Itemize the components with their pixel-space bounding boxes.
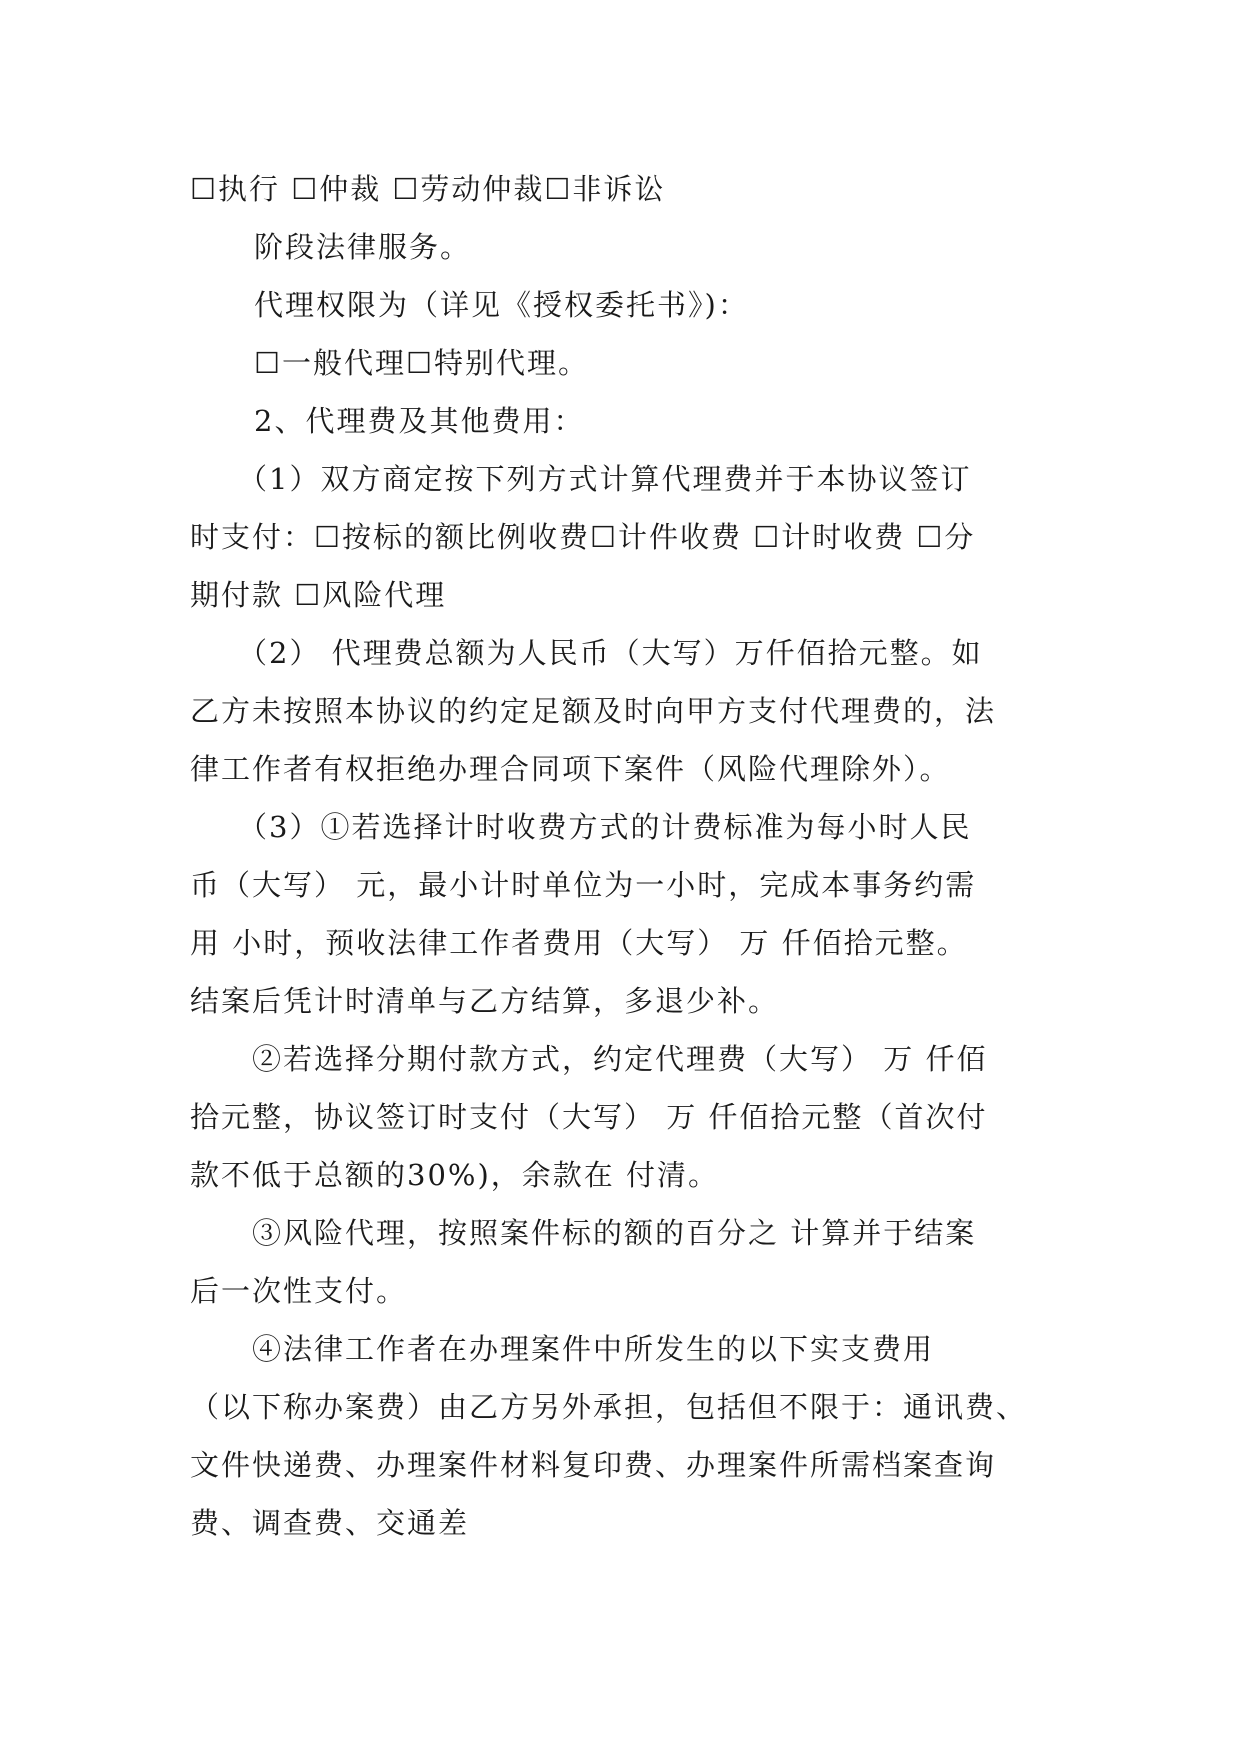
document-line: （以下称办案费）由乙方另外承担，包括但不限于：通讯费、 (190, 1390, 1028, 1424)
document-line: 款不低于总额的30%)，余款在 付清。 (190, 1158, 719, 1192)
document-line: 代理权限为（详见《授权委托书》)： (254, 288, 749, 322)
document-line: 文件快递费、办理案件材料复印费、办理案件所需档案查询 (190, 1448, 997, 1482)
document-line: 后一次性支付。 (190, 1274, 408, 1308)
document-line: （1）双方商定按下列方式计算代理费并于本协议签订 (238, 462, 972, 496)
document-line: 时支付：☐按标的额比例收费☐计件收费 ☐计时收费 ☐分 (190, 520, 976, 554)
document-line: ②若选择分期付款方式，约定代理费（大写） 万 仟佰 (252, 1042, 988, 1076)
document-line: （3）①若选择计时收费方式的计费标准为每小时人民 (238, 810, 972, 844)
document-line: （2） 代理费总额为人民币（大写）万仟佰拾元整。如 (238, 636, 983, 670)
document-body (190, 160, 1060, 1552)
document-line: 期付款 ☐风险代理 (190, 578, 447, 612)
document-line: 2、代理费及其他费用： (254, 404, 585, 438)
document-line: 用 小时，预收法律工作者费用（大写） 万 仟佰拾元整。 (190, 926, 968, 960)
document-line: 结案后凭计时清单与乙方结算，多退少补。 (190, 984, 780, 1018)
document-line: 律工作者有权拒绝办理合同项下案件（风险代理除外）。 (190, 752, 951, 786)
document-line: ☐执行 ☐仲裁 ☐劳动仲裁☐非诉讼 (190, 172, 666, 206)
document-line: ☐一般代理☐特别代理。 (254, 346, 589, 380)
document-line: 费、调查费、交通差 (190, 1506, 470, 1540)
document-line: 拾元整，协议签订时支付（大写） 万 仟佰拾元整（首次付 (190, 1100, 988, 1134)
document-line: 乙方未按照本协议的约定足额及时向甲方支付代理费的，法 (190, 694, 997, 728)
document-line: 币（大写） 元，最小计时单位为一小时，完成本事务约需 (190, 868, 977, 902)
document-line: ④法律工作者在办理案件中所发生的以下实支费用 (252, 1332, 935, 1366)
document-line: 阶段法律服务。 (254, 230, 472, 264)
document-line: ③风险代理，按照案件标的额的百分之 计算并于结案 (252, 1216, 977, 1250)
